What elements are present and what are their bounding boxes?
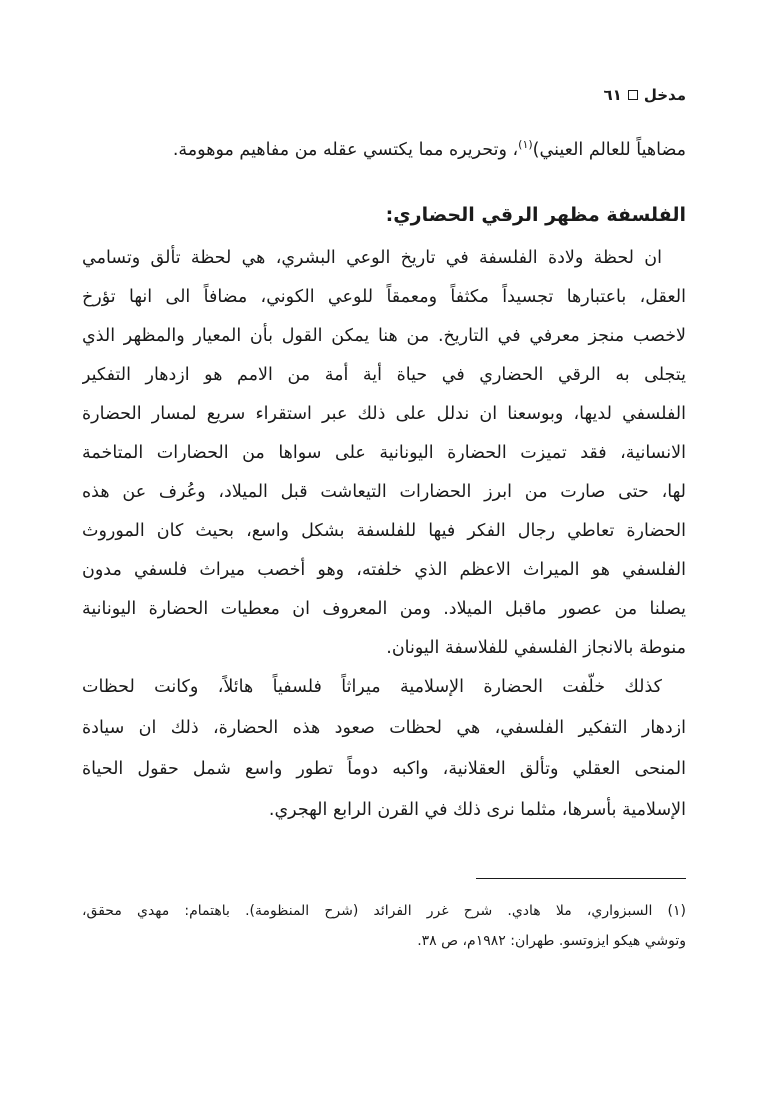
section-heading: الفلسفة مظهر الرقي الحضاري: [385, 204, 686, 226]
text-line: كذلك خلّفت الحضارة الإسلامية ميراثاً فلسفياً هائلاً، وكانت لحظات [82, 677, 662, 697]
text-line: المنحى العقلي وتألق العقلانية، واكبه دوماً تطور واسع شمل حقول الحياة [82, 759, 686, 779]
text-line: العقل، باعتبارها تجسيداً مكثفاً ومعمقاً للوعي الكوني، مضافاً الى انها تؤرخ [82, 287, 686, 307]
text-segment: ، وتحريره مما يكتسي عقله من مفاهيم موهومة. [172, 140, 519, 160]
text-line: يتجلى به الرقي الحضاري في حياة أية أمة من الامم هو ازدهار التفكير [82, 365, 686, 385]
text-line: ازدهار التفكير الفلسفي، هي لحظات صعود هذه الحضارة، ذلك ان سيادة [82, 718, 686, 738]
text-line: ان لحظة ولادة الفلسفة في تاريخ الوعي البشري، هي لحظة تألق وتسامي [82, 248, 662, 268]
text-line: الحضارة تعاطي رجال الفكر فيها للفلسفة بشكل واسع، بحيث كان الموروث [82, 521, 686, 541]
square-separator-icon [628, 90, 638, 100]
footnote-line: وتوشي هيكو ايزوتسو. طهران: ١٩٨٢م، ص ٣٨. [417, 933, 686, 949]
text-line: الإسلامية بأسرها، مثلما نرى ذلك في القرن الرابع الهجري. [268, 800, 686, 820]
text-line [82, 130, 686, 170]
footnote-reference: (١) [518, 138, 533, 152]
header-page-number: ٦١ [603, 86, 622, 104]
text-line: منوطة بالانجاز الفلسفي للفلاسفة اليونان. [386, 638, 686, 658]
footnote-line: (١) السبزواري، ملا هادي. شرح غرر الفرائد (شرح المنظومة). باهتمام: مهدي محقق، [82, 903, 686, 919]
text-line: لاخصب منجز معرفي في التاريخ. من هنا يمكن القول بأن المعيار والمظهر الذي [82, 326, 686, 346]
header-section-title: مدخل [643, 86, 686, 104]
text-line: يصلنا من عصور ماقبل الميلاد. ومن المعروف ان معطيات الحضارة اليونانية [82, 599, 686, 619]
text-line: لها، حتى صارت من ابرز الحضارات التيعاشت قبل الميلاد، وعُرف عن هذه [82, 482, 686, 502]
text-line: الانسانية، فقد تميزت الحضارة اليونانية على سواها من الحضارات المتاخمة [82, 443, 686, 463]
text-line: الفلسفي لديها، وبوسعنا ان ندلل على ذلك عبر استقراء سريع لمسار الحضارة [82, 404, 686, 424]
text-line: الفلسفي هو الميراث الاعظم الذي خلفته، وهو أخصب ميراث فلسفي مدون [82, 560, 686, 580]
text-segment: مضاهياً للعالم العيني) [532, 140, 686, 160]
running-header [604, 86, 686, 104]
footnote-separator [476, 878, 686, 879]
